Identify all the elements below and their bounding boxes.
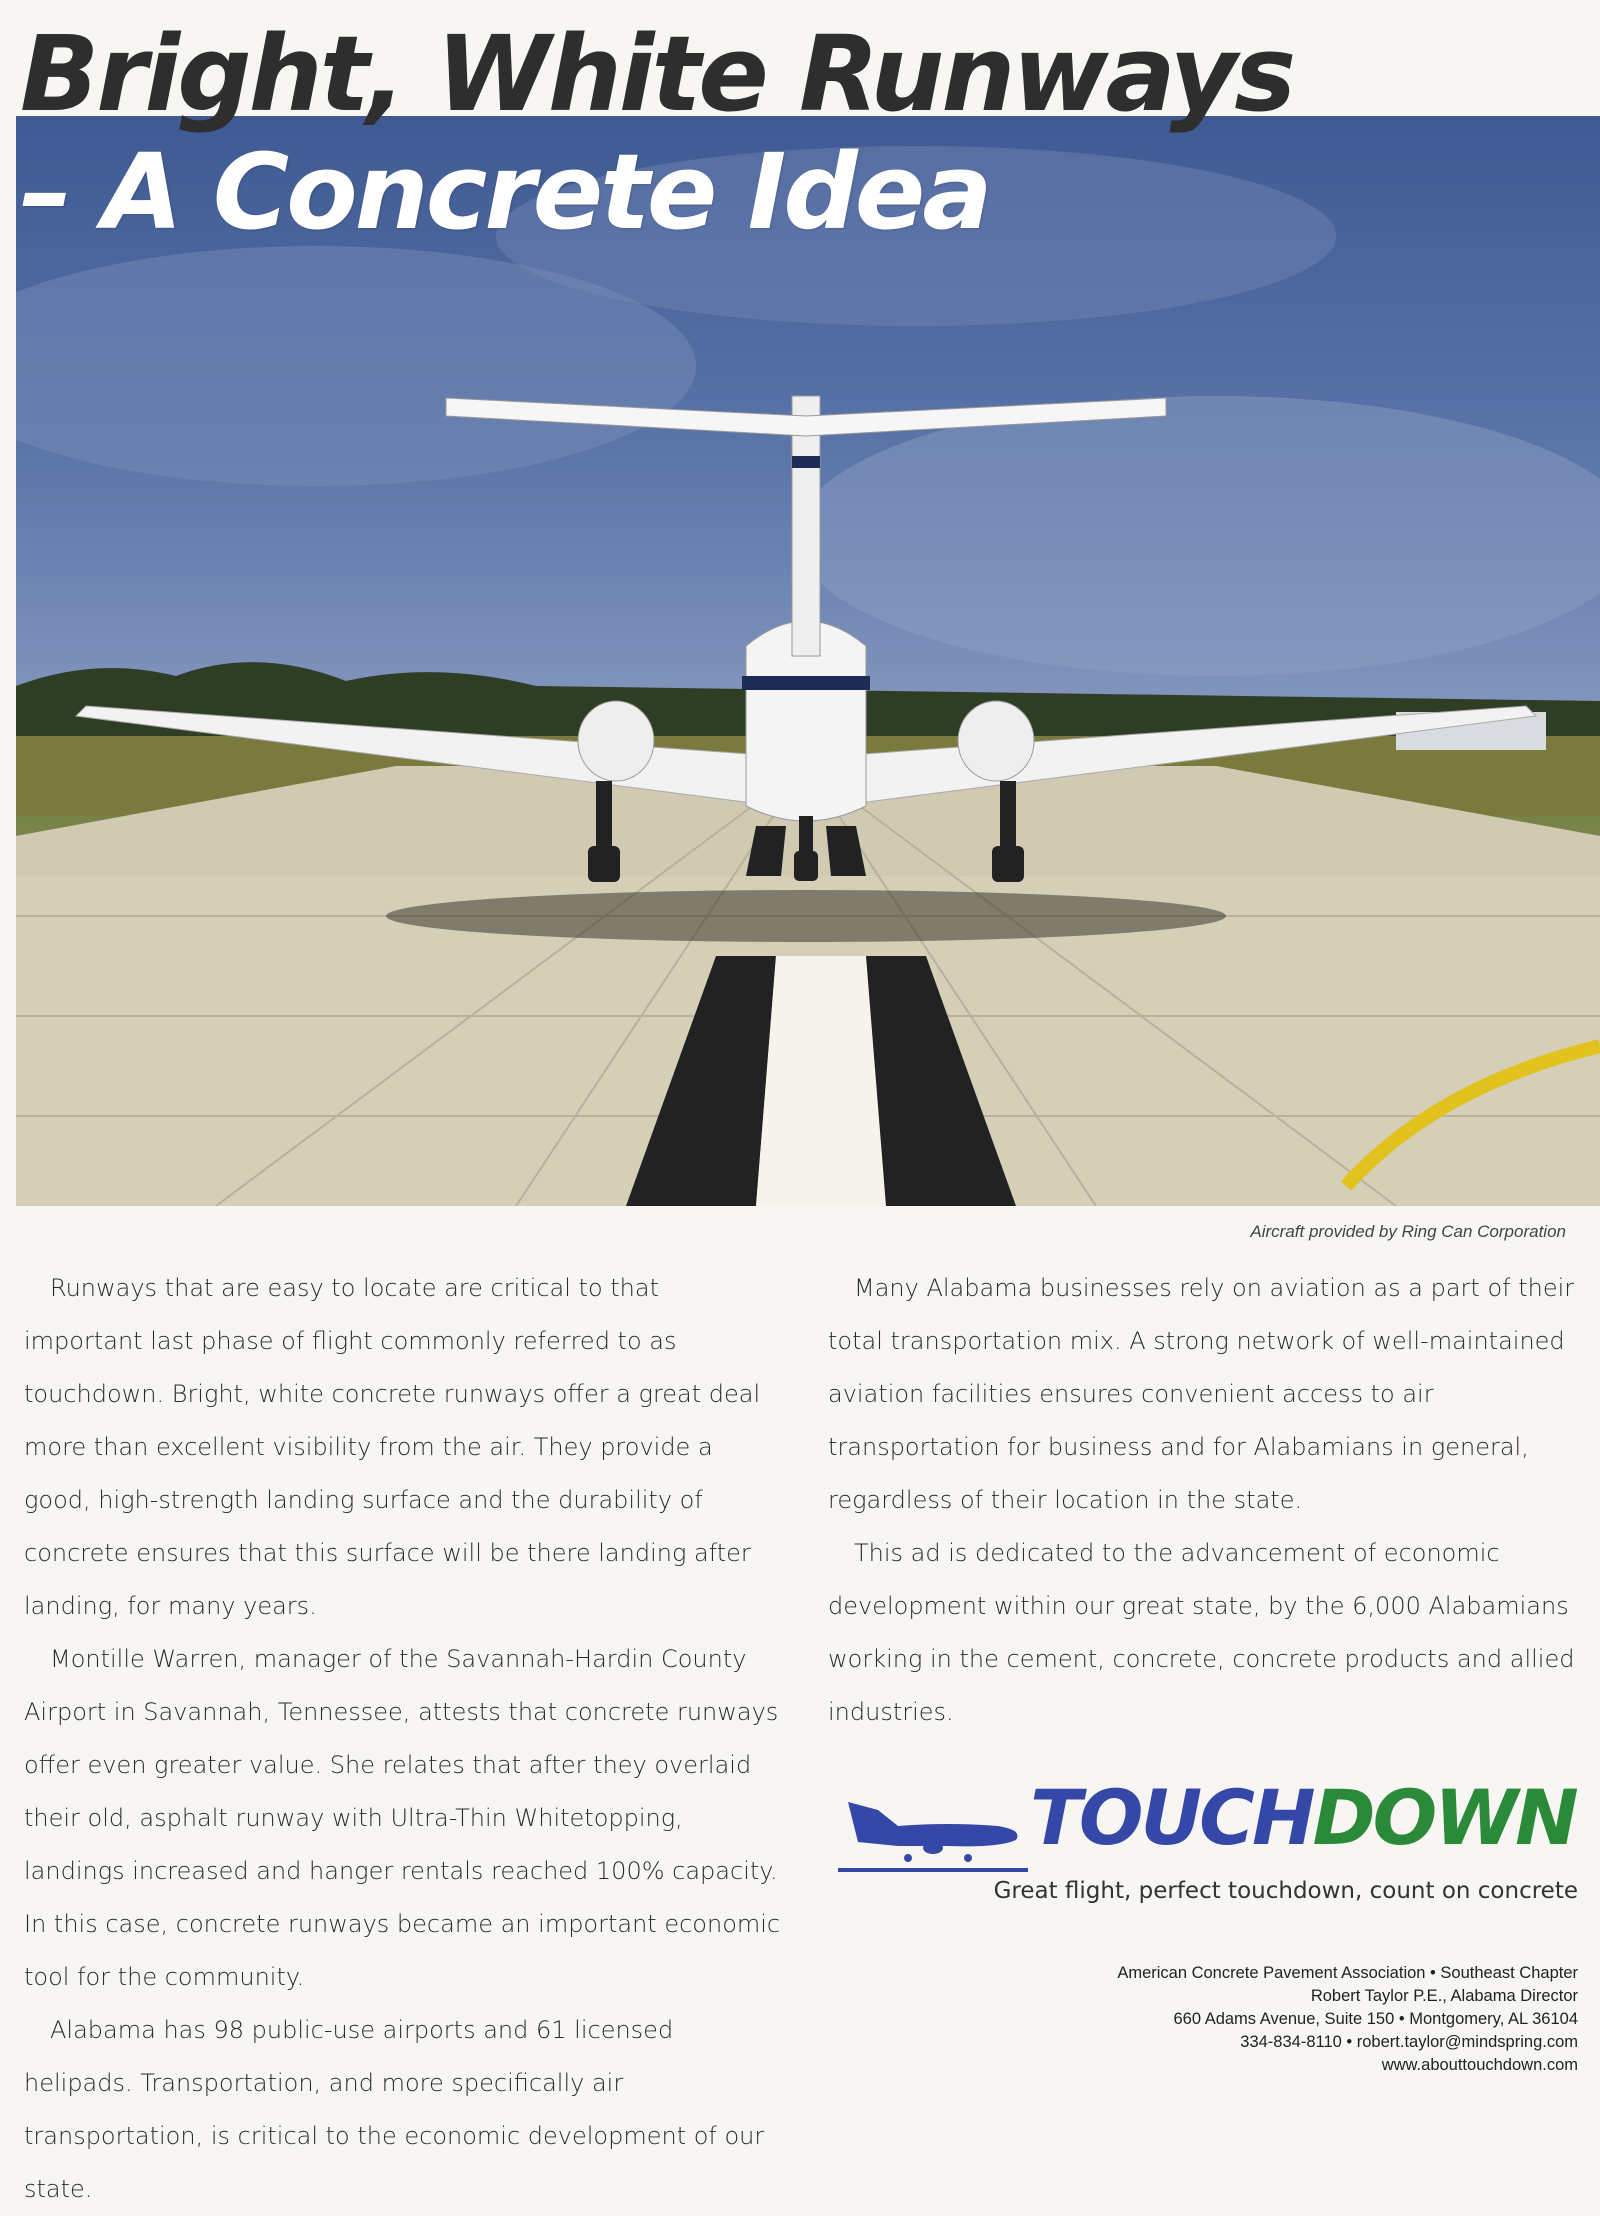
contact-website: www.abouttouchdown.com	[1381, 2056, 1578, 2074]
contact-address: 660 Adams Avenue, Suite 150 • Montgomery, AL 36104	[1173, 2010, 1578, 2028]
right-paragraph-1: Many Alabama businesses rely on aviation as a part of their total transportation mix. A strong network of well-maintained aviation facilities ensures convenient access to air transportation for business and for Alabamians in general, regardless of their location in the state.	[828, 1274, 1575, 1514]
logo-down-text: DOWN	[1312, 1773, 1576, 1862]
tagline: Great flight, perfect touchdown, count on concrete	[993, 1878, 1578, 1904]
photo-caption: Aircraft provided by Ring Can Corporation	[1250, 1222, 1566, 1241]
left-column	[24, 1262, 784, 2216]
headline-line-1: Bright, White Runways	[20, 13, 1294, 135]
right-paragraph-2: This ad is dedicated to the advancement of economic development within our great state, by the 6,000 Alabamians working in the cement, concrete, concrete products and allied industries.	[828, 1539, 1575, 1726]
contact-person: Robert Taylor P.E., Alabama Director	[1310, 1987, 1578, 2005]
left-paragraph-3: Alabama has 98 public-use airports and 61 licensed helipads. Transportation, and more specifically air transportation, is critical to the economic development of our state.	[24, 2016, 765, 2203]
airplane-illustration	[16, 116, 1600, 1206]
left-paragraph-1: Runways that are easy to locate are critical to that important last phase of flight commonly referred to as touchdown. Bright, white concrete runways offer a great deal more than excellent visibility from the air. They provide a good, high-strength landing surface and the durability of concrete ensures that this surface will be there landing after landing, for many years.	[24, 1274, 761, 1620]
left-paragraph-2: Montille Warren, manager of the Savannah-Hardin County Airport in Savannah, Tennessee, attests that concrete runways offer even greater value. She relates that after they overlaid their old, asphalt runway with Ultra-Thin Whitetopping, landings increased and hanger rentals reached 100% capacity. In this case, concrete runways became an important economic tool for the community.	[24, 1645, 781, 1991]
touchdown-wordmark	[1030, 1773, 1576, 1862]
airplane-icon	[838, 1782, 1028, 1882]
contact-block	[1117, 1962, 1578, 2077]
airplane-on-runway-photo	[16, 116, 1600, 1206]
contact-org: American Concrete Pavement Association • Southeast Chapter	[1117, 1964, 1578, 1982]
headline	[20, 13, 1294, 253]
contact-phone-email: 334-834-8110 • robert.taylor@mindspring.com	[1240, 2033, 1578, 2051]
headline-line-2: – A Concrete Idea	[20, 131, 990, 253]
logo-touch-text: TOUCH	[1030, 1773, 1313, 1862]
right-column	[828, 1262, 1588, 1739]
